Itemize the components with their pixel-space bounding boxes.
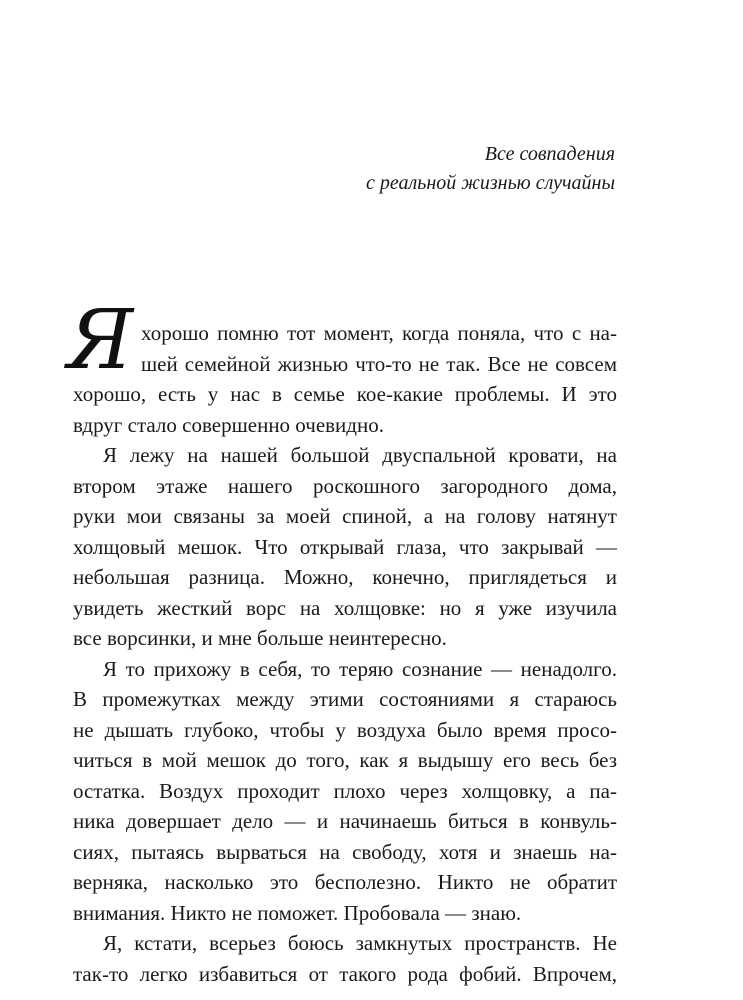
text-line: увидеть жесткий ворс на холщовке: но я уже изучила (73, 595, 617, 620)
paragraph-1 (73, 318, 617, 440)
text-line: ника довершает дело — и начинаешь биться в конвуль- (73, 809, 617, 833)
text-line: остатка. Воздух проходит плохо через холщовку, а па- (73, 778, 617, 803)
text-line: втором этаже нашего роскошного загородного дома, (73, 473, 617, 498)
text-line: хорошо, есть у нас в семье кое-какие проблемы. И это (73, 382, 617, 406)
text-line: небольшая разница. Можно, конечно, приглядеться и (73, 565, 617, 589)
text-line: все ворсинки, и мне больше неинтересно. (73, 626, 447, 650)
paragraph-2 (73, 440, 617, 654)
text-line: Я, кстати, всерьез боюсь замкнутых пространств. Не (103, 931, 617, 955)
text-line: вдруг стало совершенно очевидно. (73, 412, 384, 437)
text-line: В промежутках между этими состояниями я стараюсь (73, 687, 617, 711)
text-line: руки мои связаны за моей спиной, а на голову натянут (73, 504, 617, 528)
text-line: холщовый мешок. Что открывай глаза, что закрывай — (73, 534, 617, 559)
text-line: Я лежу на нашей большой двуспальной кровати, на (103, 443, 617, 467)
text-line: внимания. Никто не поможет. Пробовала — знаю. (73, 900, 522, 925)
text-line: хорошо помню тот момент, когда поняла, что с на- (141, 321, 617, 345)
paragraph-4 (73, 928, 617, 989)
epigraph-line-1: Все совпадения (484, 143, 615, 165)
epigraph-line-2: с реальной жизнью случайны (366, 172, 615, 194)
paragraph-3 (73, 654, 617, 929)
text-line: верняка, насколько это бесполезно. Никто не обратит (73, 870, 617, 894)
epigraph (366, 140, 615, 198)
text-line: Я то прихожу в себя, то теряю сознание — ненадолго. (103, 656, 617, 681)
text-line: не дышать глубоко, чтобы у воздуха было время просо- (73, 717, 617, 742)
text-line: шей семейной жизнью что-то не так. Все не совсем (141, 351, 617, 376)
body-text (67, 293, 617, 989)
text-line: так-то легко избавиться от такого рода фобий. Впрочем, (73, 961, 617, 986)
drop-cap-letter: Я (67, 293, 134, 388)
text-line: сиях, пытаясь вырваться на свободу, хотя и знаешь на- (73, 839, 617, 864)
text-line: читься в мой мешок до того, как я выдышу его весь без (73, 748, 617, 772)
